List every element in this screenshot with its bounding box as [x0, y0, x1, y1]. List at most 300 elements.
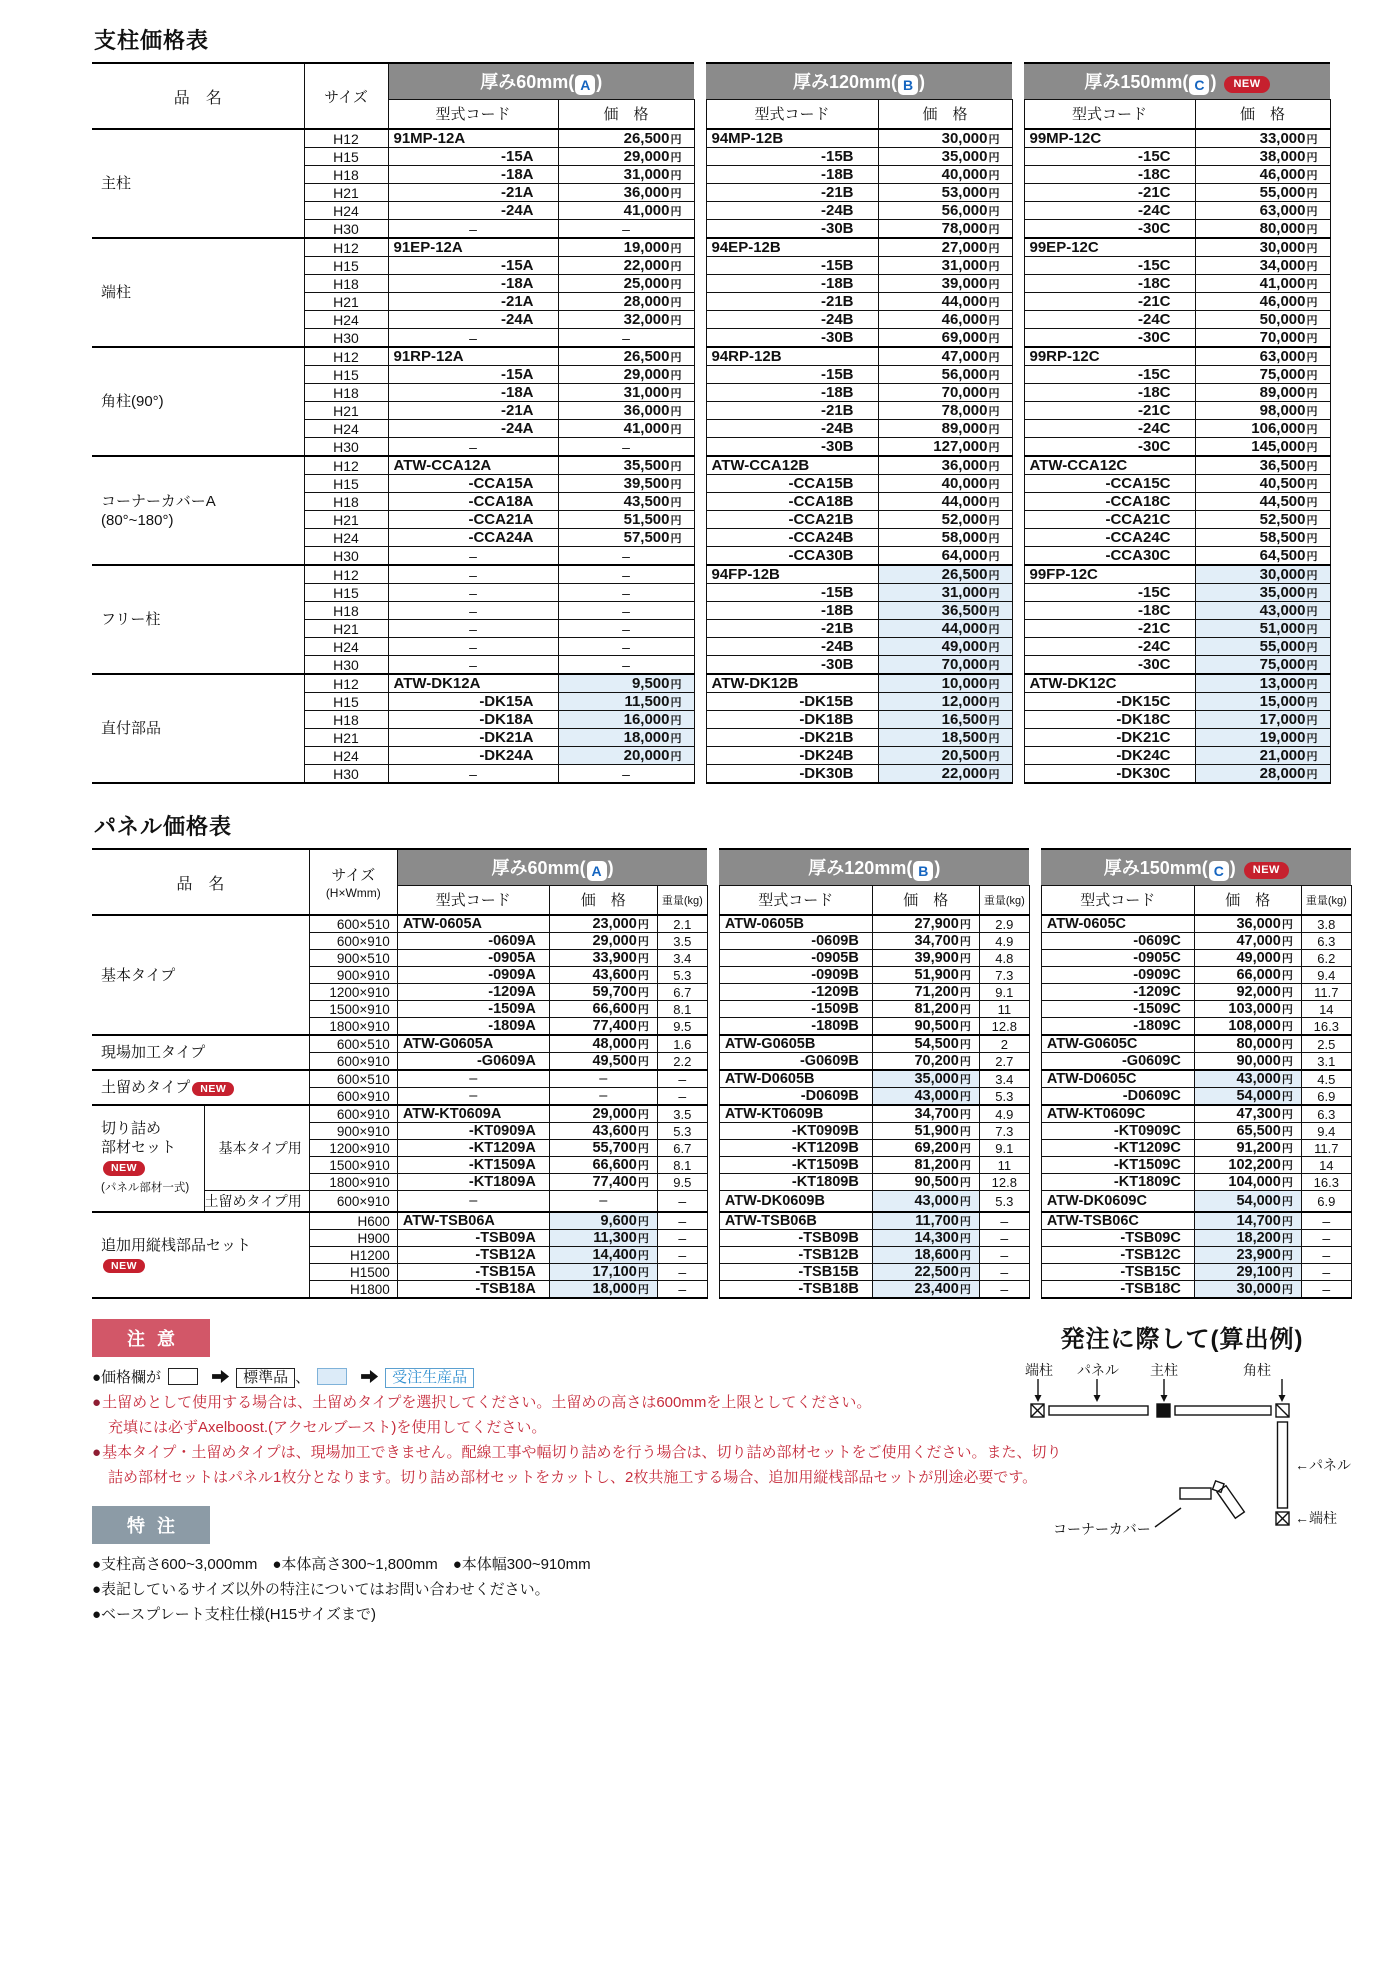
price-cell [558, 693, 694, 711]
weight-cell: 9.5 [657, 1018, 707, 1036]
price-cell [549, 1247, 657, 1264]
size-cell: H15 [304, 366, 388, 384]
thickness-label-close: ) [1229, 857, 1236, 878]
yen-suffix: 円 [1306, 406, 1318, 418]
model-code-cell: – [388, 220, 558, 239]
model-code-cell: -D0609C [1041, 1088, 1194, 1106]
column-gap [1029, 1088, 1041, 1106]
price-value: 58,500 [1259, 529, 1306, 546]
yen-suffix: 円 [959, 1021, 971, 1033]
yen-suffix: 円 [637, 1233, 649, 1245]
column-gap [1012, 456, 1024, 475]
column-gap [694, 63, 706, 129]
model-code-cell: -30B [706, 329, 878, 348]
yen-suffix: 円 [1281, 1039, 1293, 1051]
price-cell [1195, 293, 1330, 311]
size-cell: H30 [304, 547, 388, 566]
price-cell [1195, 420, 1330, 438]
yen-suffix: 円 [1306, 715, 1318, 727]
model-code-cell: -DK21A [388, 729, 558, 747]
price-value: 18,500 [941, 729, 988, 746]
model-code-cell: -30C [1024, 438, 1195, 457]
size-cell: H30 [304, 220, 388, 239]
model-code-cell: -DK24C [1024, 747, 1195, 765]
price-value: 102,200 [1228, 1157, 1281, 1173]
model-code-cell: -18C [1024, 166, 1195, 184]
yen-suffix: 円 [1281, 1056, 1293, 1068]
yen-suffix: 円 [1281, 1143, 1293, 1155]
size-cell: H18 [304, 602, 388, 620]
price-cell [558, 366, 694, 384]
size-cell: 1500×910 [309, 1001, 397, 1018]
price-cell [878, 238, 1012, 257]
model-code-cell: ATW-G0605A [397, 1035, 549, 1053]
model-code-cell: -CCA21C [1024, 511, 1195, 529]
price-cell [558, 511, 694, 529]
price-cell: – [558, 602, 694, 620]
model-code-cell: ATW-KT0609A [397, 1105, 549, 1123]
column-header-code: 型式コード [706, 99, 878, 129]
column-gap [1029, 1035, 1041, 1053]
size-cell: 600×510 [309, 1070, 397, 1088]
model-code-cell: ATW-TSB06B [719, 1212, 872, 1230]
price-cell [872, 1264, 979, 1281]
price-cell [558, 493, 694, 511]
price-cell [558, 275, 694, 293]
price-value: 43,000 [914, 1193, 959, 1209]
price-value: 53,000 [941, 184, 988, 201]
yen-suffix: 円 [1306, 206, 1318, 218]
yen-suffix: 円 [670, 715, 682, 727]
product-name-cell [92, 1070, 309, 1105]
column-gap [1029, 1105, 1041, 1123]
yen-suffix: 円 [1306, 243, 1318, 255]
caution-badge: 注意 [92, 1319, 210, 1357]
price-value: 18,000 [623, 729, 670, 746]
yen-suffix: 円 [959, 1160, 971, 1172]
thickness-label: 厚み150mm( [1084, 71, 1189, 92]
model-code-cell: -1509B [719, 1001, 872, 1018]
column-gap [1012, 347, 1024, 366]
price-cell [1194, 933, 1301, 950]
model-code-cell: -21A [388, 402, 558, 420]
model-code-cell: -0905C [1041, 950, 1194, 967]
yen-suffix: 円 [637, 1160, 649, 1172]
column-gap [694, 148, 706, 166]
column-gap [707, 984, 719, 1001]
price-cell [558, 238, 694, 257]
price-value: 43,000 [1259, 602, 1306, 619]
column-gap [1012, 656, 1024, 675]
weight-cell: 4.9 [979, 1105, 1029, 1123]
price-cell [1194, 1123, 1301, 1140]
model-code-cell: -18A [388, 275, 558, 293]
column-gap [707, 1140, 719, 1157]
column-header-weight: 重量(kg) [657, 885, 707, 915]
label-corner-post: 角柱 [1242, 1362, 1271, 1378]
price-value: 77,400 [592, 1018, 637, 1034]
price-value: 23,400 [914, 1281, 959, 1297]
model-code-cell: ATW-CCA12C [1024, 456, 1195, 475]
price-value: 54,500 [914, 1036, 959, 1052]
size-cell: 1500×910 [309, 1157, 397, 1174]
standard-product-label: 標準品 [236, 1368, 295, 1388]
price-cell [872, 1035, 979, 1053]
model-code-cell: – [397, 1070, 549, 1088]
table-row [92, 915, 1351, 933]
size-header-text: サイズ [331, 867, 376, 884]
yen-suffix: 円 [1281, 1284, 1293, 1296]
price-value: 29,000 [592, 933, 637, 949]
yen-suffix: 円 [1306, 188, 1318, 200]
yen-suffix: 円 [637, 919, 649, 931]
product-name-text: 現場加工タイプ [101, 1044, 206, 1061]
price-cell [878, 765, 1012, 784]
model-code-cell: – [388, 565, 558, 584]
yen-suffix: 円 [988, 388, 1000, 400]
thickness-group-header [397, 849, 707, 885]
column-gap [1029, 984, 1041, 1001]
price-cell [558, 202, 694, 220]
yen-suffix: 円 [637, 1039, 649, 1051]
yen-suffix: 円 [670, 206, 682, 218]
legend-comma: 、 [295, 1369, 311, 1386]
column-gap [694, 420, 706, 438]
order-price-swatch [317, 1368, 347, 1385]
price-cell [1195, 438, 1330, 457]
price-cell [549, 1123, 657, 1140]
table-row [92, 1212, 1351, 1230]
model-code-cell: -TSB12A [397, 1247, 549, 1264]
size-header-text: サイズ [324, 88, 368, 106]
model-code-cell: -24B [706, 420, 878, 438]
yen-suffix: 円 [670, 261, 682, 273]
column-gap [1012, 493, 1024, 511]
price-cell [878, 547, 1012, 566]
thickness-group-header [388, 63, 694, 99]
yen-suffix: 円 [1306, 352, 1318, 364]
size-cell: H12 [304, 565, 388, 584]
column-gap [1012, 747, 1024, 765]
price-cell [558, 384, 694, 402]
pillar-price-table [92, 62, 1331, 784]
size-cell: H21 [304, 402, 388, 420]
thickness-label-close: ) [596, 71, 603, 92]
price-value: 103,000 [1228, 1001, 1281, 1017]
price-cell [878, 693, 1012, 711]
column-header-size [309, 849, 397, 915]
model-code-cell: ATW-CCA12B [706, 456, 878, 475]
thickness-group-header [719, 849, 1029, 885]
yen-suffix: 円 [1281, 936, 1293, 948]
price-cell [1195, 493, 1330, 511]
size-cell: 600×510 [309, 915, 397, 933]
weight-cell: 9.4 [1301, 1123, 1351, 1140]
price-cell [1195, 148, 1330, 166]
size-cell: H12 [304, 347, 388, 366]
price-cell [1195, 129, 1330, 148]
model-code-cell: -21C [1024, 402, 1195, 420]
yen-suffix: 円 [988, 515, 1000, 527]
model-code-cell: -D0609B [719, 1088, 872, 1106]
price-cell [549, 1174, 657, 1191]
size-cell: H30 [304, 438, 388, 457]
product-name-line [101, 610, 304, 629]
price-value: 127,000 [933, 438, 988, 455]
price-cell [872, 1001, 979, 1018]
caution-note-text: 充填には必ずAxelboost.(アクセルブースト)を使用してください。 [108, 1419, 547, 1436]
size-cell: H900 [309, 1230, 397, 1247]
model-code-cell: -DK30B [706, 765, 878, 784]
size-cell: H24 [304, 202, 388, 220]
model-code-cell: -G0609A [397, 1053, 549, 1071]
size-cell: 600×910 [309, 1053, 397, 1071]
column-header-size [304, 63, 388, 129]
price-cell [1194, 915, 1301, 933]
model-code-cell: -21B [706, 620, 878, 638]
price-value: 39,900 [914, 950, 959, 966]
yen-suffix: 円 [637, 936, 649, 948]
price-value: 13,000 [1259, 675, 1306, 692]
price-cell: – [558, 584, 694, 602]
model-code-cell: – [388, 620, 558, 638]
price-cell [549, 1001, 657, 1018]
price-value: 20,000 [623, 747, 670, 764]
price-value: 36,500 [941, 602, 988, 619]
yen-suffix: 円 [988, 697, 1000, 709]
model-code-cell: -30C [1024, 220, 1195, 239]
yen-suffix: 円 [988, 497, 1000, 509]
size-cell: H30 [304, 329, 388, 348]
model-code-cell: -DK21C [1024, 729, 1195, 747]
model-code-cell: -CCA24C [1024, 529, 1195, 547]
column-gap [707, 1035, 719, 1053]
table-row [92, 456, 1330, 475]
standard-price-swatch [168, 1368, 198, 1385]
yen-suffix: 円 [637, 1284, 649, 1296]
price-cell [558, 747, 694, 765]
model-code-cell: -TSB18C [1041, 1281, 1194, 1299]
price-cell [549, 1230, 657, 1247]
weight-cell: 4.8 [979, 950, 1029, 967]
model-code-cell: – [388, 765, 558, 784]
yen-suffix: 円 [670, 243, 682, 255]
price-value: 22,500 [914, 1264, 959, 1280]
price-cell [872, 950, 979, 967]
price-cell [1194, 1088, 1301, 1106]
price-value: 145,000 [1251, 438, 1306, 455]
price-value: 89,000 [1259, 384, 1306, 401]
price-cell [878, 493, 1012, 511]
model-code-cell: -CCA21A [388, 511, 558, 529]
yen-suffix: 円 [959, 1143, 971, 1155]
price-cell [878, 166, 1012, 184]
yen-suffix: 円 [988, 533, 1000, 545]
price-value: 16,000 [623, 711, 670, 728]
column-gap [694, 384, 706, 402]
yen-suffix: 円 [1281, 953, 1293, 965]
column-gap [707, 1174, 719, 1191]
legend-prefix: ●価格欄が [92, 1369, 162, 1386]
weight-cell: – [657, 1088, 707, 1106]
product-name-cell [92, 238, 304, 347]
price-cell [1195, 275, 1330, 293]
column-gap [1012, 184, 1024, 202]
price-value: 31,000 [941, 257, 988, 274]
model-code-cell: -24B [706, 311, 878, 329]
weight-cell: 2.5 [1301, 1035, 1351, 1053]
label-panel-arrow: ←パネル [1294, 1457, 1351, 1473]
weight-cell: 8.1 [657, 1157, 707, 1174]
bullet-icon: ● [92, 1394, 102, 1411]
price-value: 54,000 [1236, 1193, 1281, 1209]
yen-suffix: 円 [988, 751, 1000, 763]
price-value: 63,000 [1259, 348, 1306, 365]
model-code-cell: -TSB15B [719, 1264, 872, 1281]
column-gap [1029, 1018, 1041, 1036]
model-code-cell: -KT1809A [397, 1174, 549, 1191]
price-value: 43,500 [623, 493, 670, 510]
yen-suffix: 円 [988, 406, 1000, 418]
model-code-cell: -TSB12C [1041, 1247, 1194, 1264]
arrowheads [1034, 1395, 1285, 1402]
yen-suffix: 円 [988, 188, 1000, 200]
panel-price-section [92, 810, 1400, 1299]
yen-suffix: 円 [988, 461, 1000, 473]
price-cell [1195, 620, 1330, 638]
price-cell [878, 384, 1012, 402]
yen-suffix: 円 [1281, 1196, 1293, 1208]
price-value: 35,500 [623, 457, 670, 474]
price-value: 77,400 [592, 1174, 637, 1190]
price-value: 66,600 [592, 1157, 637, 1173]
price-value: 49,000 [1236, 950, 1281, 966]
model-code-cell: -KT1209A [397, 1140, 549, 1157]
model-code-cell: – [388, 584, 558, 602]
yen-suffix: 円 [670, 370, 682, 382]
model-code-cell: -1809B [719, 1018, 872, 1036]
product-name-text: 基本タイプ [101, 966, 176, 984]
model-code-cell: -15A [388, 257, 558, 275]
price-value: 14,700 [1236, 1213, 1281, 1229]
price-value: 43,000 [914, 1088, 959, 1104]
yen-suffix: 円 [670, 152, 682, 164]
yen-suffix: 円 [637, 1216, 649, 1228]
column-gap [694, 765, 706, 784]
price-value: 28,000 [1259, 765, 1306, 782]
price-cell [1195, 311, 1330, 329]
column-gap [1012, 584, 1024, 602]
yen-suffix: 円 [670, 406, 682, 418]
weight-cell: 5.3 [657, 1123, 707, 1140]
size-header-subtext: (H×Wmm) [325, 886, 381, 900]
price-value: 47,300 [1236, 1106, 1281, 1122]
yen-suffix: 円 [1306, 515, 1318, 527]
price-value: 18,600 [914, 1247, 959, 1263]
model-code-cell: -KT1509C [1041, 1157, 1194, 1174]
price-cell [1195, 184, 1330, 202]
yen-suffix: 円 [1306, 588, 1318, 600]
price-value: 21,000 [1259, 747, 1306, 764]
column-header-code: 型式コード [1024, 99, 1195, 129]
model-code-cell: -15A [388, 366, 558, 384]
model-code-cell: -18A [388, 384, 558, 402]
yen-suffix: 円 [1281, 1021, 1293, 1033]
price-cell [1194, 1157, 1301, 1174]
size-cell: H21 [304, 511, 388, 529]
price-cell [872, 1140, 979, 1157]
yen-suffix: 円 [959, 919, 971, 931]
price-value: 30,000 [1236, 1281, 1281, 1297]
column-gap [1012, 638, 1024, 656]
price-cell: – [549, 1070, 657, 1088]
label-corner-cover: コーナーカバー [1052, 1521, 1151, 1537]
product-name-text: フリー柱 [101, 611, 161, 628]
column-gap [1029, 1157, 1041, 1174]
special-note-line: ●ベースプレート支柱仕様(H15サイズまで) [92, 1606, 377, 1623]
weight-cell: 2.7 [979, 1053, 1029, 1071]
yen-suffix: 円 [637, 1109, 649, 1121]
column-header-price: 価 格 [1195, 99, 1330, 129]
price-value: 91,200 [1236, 1140, 1281, 1156]
new-badge: NEW [103, 1161, 145, 1176]
price-value: 26,500 [623, 348, 670, 365]
thickness-letter-badge: C [1209, 861, 1229, 881]
model-code-cell: -1809A [397, 1018, 549, 1036]
price-cell [1195, 638, 1330, 656]
new-badge: NEW [1224, 76, 1269, 93]
weight-cell: 16.3 [1301, 1018, 1351, 1036]
price-value: 40,000 [941, 475, 988, 492]
size-cell: H18 [304, 711, 388, 729]
model-code-cell: -24A [388, 202, 558, 220]
label-main-post: 主柱 [1149, 1362, 1178, 1378]
yen-suffix: 円 [1281, 1177, 1293, 1189]
yen-suffix: 円 [1281, 1216, 1293, 1228]
price-cell [1194, 1247, 1301, 1264]
column-gap [694, 584, 706, 602]
model-code-cell: ATW-G0605C [1041, 1035, 1194, 1053]
column-gap [707, 1157, 719, 1174]
price-cell [558, 402, 694, 420]
size-cell: H1800 [309, 1281, 397, 1299]
price-value: 30,000 [1259, 239, 1306, 256]
price-cell [1194, 1001, 1301, 1018]
price-cell [558, 311, 694, 329]
price-cell: – [558, 329, 694, 348]
yen-suffix: 円 [1306, 551, 1318, 563]
model-code-cell: -CCA30B [706, 547, 878, 566]
yen-suffix: 円 [670, 315, 682, 327]
model-code-cell: -G0609C [1041, 1053, 1194, 1071]
column-header-product: 品 名 [92, 849, 309, 915]
weight-cell: – [1301, 1264, 1351, 1281]
model-code-cell: – [388, 438, 558, 457]
yen-suffix: 円 [637, 1177, 649, 1189]
size-cell: 600×910 [309, 1191, 397, 1213]
price-cell [549, 1264, 657, 1281]
yen-suffix: 円 [1281, 1091, 1293, 1103]
header-row [92, 63, 1330, 99]
weight-cell: 6.3 [1301, 933, 1351, 950]
caution-note-text: 詰め部材セットはパネル1枚分となります。切り詰め部材セットをカットし、2枚共施工する場合、追加用縦桟部品セットが別途必要です。 [108, 1469, 1038, 1486]
column-gap [694, 529, 706, 547]
yen-suffix: 円 [1306, 697, 1318, 709]
model-code-cell: -1509A [397, 1001, 549, 1018]
price-value: 46,000 [1259, 293, 1306, 310]
price-cell: – [558, 765, 694, 784]
column-header-price: 価 格 [878, 99, 1012, 129]
